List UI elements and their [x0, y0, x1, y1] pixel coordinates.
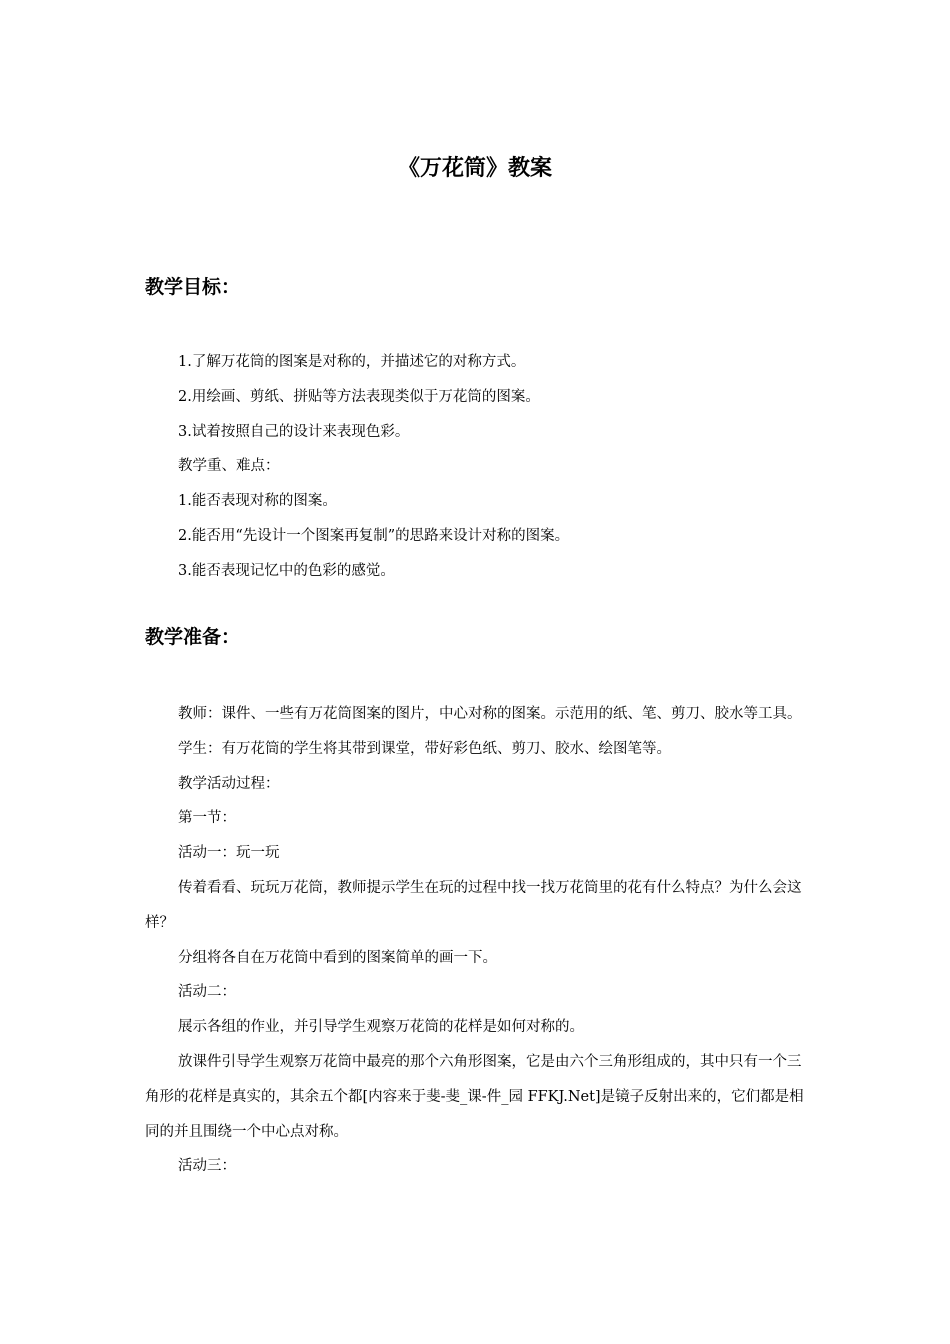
section-heading-preparation: 教学准备： — [145, 626, 241, 648]
paragraph: 1.能否表现对称的图案。 — [178, 493, 337, 510]
section-body-preparation — [145, 697, 805, 1184]
paragraph: 放课件引导学生观察万花筒中最亮的那个六角形图案，它是由六个三角形组成的，其中只有一个三角形的花样是真实的，其余五个都[内容来于斐-斐_课-件_园 FFKJ.Net]是镜子反射出来的，它们都是相同的并且围绕一个中心点对称。 — [145, 1053, 804, 1140]
paragraph: 展示各组的作业，并引导学生观察万花筒的花样是如何对称的。 — [178, 1019, 584, 1036]
paragraph: 3.试着按照自己的设计来表现色彩。 — [178, 423, 410, 440]
document-title: 《万花筒》教案 — [397, 156, 552, 181]
paragraph: 传着看看、玩玩万花筒，教师提示学生在玩的过程中找一找万花筒里的花有什么特点？为什么会这样？ — [145, 879, 802, 931]
paragraph: 2.能否用“先设计一个图案再复制”的思路来设计对称的图案。 — [178, 527, 570, 544]
paragraph: 3.能否表现记忆中的色彩的感觉。 — [178, 562, 395, 579]
paragraph: 活动三： — [178, 1158, 236, 1175]
paragraph: 活动一：玩一玩 — [178, 845, 280, 862]
paragraph: 教学重、难点： — [178, 458, 280, 475]
paragraph: 第一节： — [178, 810, 236, 827]
paragraph: 学生：有万花筒的学生将其带到课堂，带好彩色纸、剪刀、胶水、绘图笔等。 — [178, 740, 671, 757]
paragraph: 教师：课件、一些有万花筒图案的图片，中心对称的图案。示范用的纸、笔、剪刀、胶水等工具。 — [178, 706, 802, 722]
section-heading-goals: 教学目标： — [145, 276, 241, 298]
paragraph: 活动二： — [178, 984, 236, 1001]
paragraph: 分组将各自在万花筒中看到的图案简单的画一下。 — [178, 949, 497, 966]
section-body-goals — [145, 345, 805, 589]
paragraph: 1.了解万花筒的图案是对称的，并描述它的对称方式。 — [178, 354, 526, 370]
paragraph: 教学活动过程： — [178, 775, 280, 792]
paragraph: 2.用绘画、剪纸、拼贴等方法表现类似于万花筒的图案。 — [178, 388, 540, 405]
